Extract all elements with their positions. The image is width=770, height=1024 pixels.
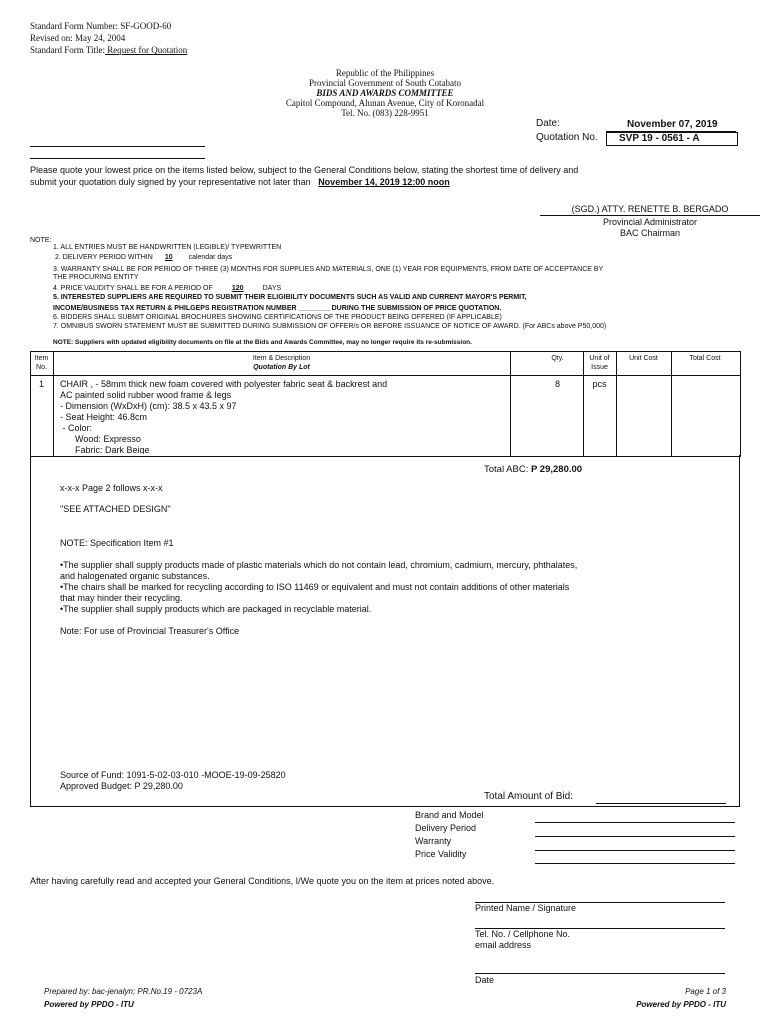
header-tel: Tel. No. (083) 228-9951 (341, 108, 429, 118)
total-bid-label: Total Amount of Bid: (484, 791, 573, 802)
th-unit-2: Issue (591, 364, 608, 371)
quotation-no-value: SVP 19 - 0561 - A (619, 133, 700, 144)
row-desc-line-5: - Color: (60, 423, 93, 433)
row-qty: 8 (554, 379, 560, 389)
total-abc-label: Total ABC: (484, 464, 529, 475)
deadline: November 14, 2019 12:00 noon (318, 177, 450, 187)
th-desc-1: Item & Description (252, 355, 311, 362)
quotation-no-label: Quotation No. (536, 132, 598, 143)
signatory-name: (SGD.) ATTY. RENETTE B. BERGADO (571, 204, 729, 214)
brand-label: Brand and Model (415, 810, 484, 820)
form-revised: Revised on: May 24, 2004 (30, 33, 126, 43)
details-bottom-border (30, 806, 740, 807)
row-unit: pcs (592, 379, 607, 389)
blank-line-2 (30, 158, 205, 159)
th-desc-2: Quotation By Lot (253, 364, 310, 371)
th-qty: Qty. (551, 355, 564, 362)
note-2 (55, 253, 232, 262)
row-item-no: 1 (38, 379, 44, 389)
delivery-label: Delivery Period (415, 823, 477, 833)
intro-line-2-prefix: submit your quotation duly signed by your representative not later than (30, 177, 311, 187)
note-6: 6. BIDDERS SHALL SUBMIT ORIGINAL BROCHURES SHOWING CERTIFICATIONS OF THE PRODUCT BEING OFFERED (IF APPLICABLE) (53, 314, 502, 321)
spec-bullet-2b: that may hinder their recycling. (60, 593, 183, 603)
form-number: Standard Form Number: SF-GOOD-60 (30, 21, 172, 31)
page-number: Page 1 of 3 (685, 987, 726, 996)
header-republic: Republic of the Philippines (335, 68, 435, 78)
approved-budget: Approved Budget: P 29,280.00 (60, 781, 183, 791)
notes-label: NOTE: (30, 237, 52, 244)
validity-field[interactable] (535, 863, 735, 864)
row-desc-line-1: CHAIR , - 58mm thick new foam covered with polyester fabric seat & backrest and (60, 379, 388, 389)
row-desc-line-2: AC painted solid rubber wood frame & legs (60, 390, 232, 400)
header-province: Provincial Government of South Cotabato (309, 78, 461, 88)
note-4-suffix: DAYS (262, 285, 282, 292)
row-desc-line-6: Wood: Expresso (60, 434, 141, 444)
details-right-border (739, 455, 740, 806)
note-2-prefix: 2. DELIVERY PERIOD WITHIN (55, 254, 153, 261)
th-item-no-1: Item (34, 355, 49, 362)
page-follows: x-x-x Page 2 follows x-x-x (60, 483, 163, 493)
spec-bullet-1a: •The supplier shall supply products made of plastic materials which do not contain lead, chromium, cadmium, mercury, phthalates, (60, 560, 578, 570)
printed-name-label: Printed Name / Signature (475, 903, 577, 913)
date-value: November 07, 2019 (627, 119, 718, 130)
col-divider-2 (510, 351, 511, 456)
table-header-divider (30, 375, 740, 376)
source-of-fund: Source of Fund: 1091-5-02-03-010 -MOOE-19-09-25820 (60, 770, 286, 780)
details-left-border (30, 455, 31, 806)
powered-by-right: Powered by PPDO - ITU (636, 1000, 726, 1009)
th-item-no-2: No. (36, 364, 47, 371)
tel-label: Tel. No. / Cellphone No. (475, 929, 571, 939)
note-4-prefix: 4. PRICE VALIDITY SHALL BE FOR A PERIOD OF (53, 285, 213, 292)
note-2-suffix: calendar days (188, 254, 233, 261)
note-7: 7. OMNIBUS SWORN STATEMENT MUST BE SUBMITTED DURING SUBMISSION OF OFFER/s OR BEFORE ISSUANCE OF NOTICE OF AWARD. (For ABCs above P50,000) (53, 323, 607, 330)
blank-line-1 (30, 146, 205, 147)
note-4 (53, 284, 281, 293)
form-title: Request for Quotation (105, 45, 188, 55)
row-desc-line-7: Fabric: Dark Beige (60, 445, 150, 454)
note-1: 1. ALL ENTRIES MUST BE HANDWRITTEN (LEGIBLE)/ TYPEWRITTEN (53, 244, 282, 251)
signatory-line (540, 215, 760, 216)
row-desc-line-3: - Dimension (WxDxH) (cm): 38.5 x 43.5 x 97 (60, 401, 237, 411)
total-abc (484, 464, 582, 475)
note-5a: 5. INTERESTED SUPPLIERS ARE REQUIRED TO SUBMIT THEIR ELIGIBILITY DOCUMENTS SUCH AS VALID AND CURRENT MAYOR'S PERMIT, (53, 294, 527, 301)
spec-note: NOTE: Specification Item #1 (60, 538, 174, 548)
signatory-title-1: Provincial Administrator (602, 217, 698, 227)
header-address: Capitol Compound, Alunan Avenue, City of Koronadal (285, 98, 485, 108)
th-unit-1: Unit of (589, 355, 610, 362)
see-attached-design: "SEE ATTACHED DESIGN" (60, 504, 171, 514)
date-sign-label: Date (475, 975, 495, 985)
eligibility-note: NOTE: Suppliers with updated eligibility documents on file at the Bids and Awards Committee, may no longer require its re-submission. (53, 339, 472, 346)
powered-by-left: Powered by PPDO - ITU (44, 1000, 134, 1009)
warranty-field[interactable] (535, 850, 735, 851)
form-title-row (30, 44, 187, 56)
row-desc-line-4: - Seat Height: 46.8cm (60, 412, 148, 422)
spec-bullet-2a: •The chairs shall be marked for recycling according to ISO 11469 or equivalent and must not contain additions of other materials (60, 582, 570, 592)
col-divider-4 (616, 351, 617, 456)
spec-bullet-3: •The supplier shall supply products which are packaged in recyclable material. (60, 604, 372, 614)
delivery-field[interactable] (535, 836, 735, 837)
prepared-by: Prepared by: bac-jenalyn; PR.No.19 - 0723A (44, 987, 203, 996)
col-divider-5 (671, 351, 672, 456)
note-3b: THE PROCURING ENTITY (53, 274, 139, 281)
th-total-cost: Total Cost (689, 355, 721, 362)
note-5b: INCOME/BUSINESS TAX RETURN & PHILGEPS REGISTRATION NUMBER ________ DURING THE SUBMISSION OF PRICE QUOTATION. (53, 305, 502, 312)
treasurer-note: Note: For use of Provincial Treasurer's Office (60, 626, 240, 636)
header-committee: BIDS AND AWARDS COMMITTEE (316, 88, 454, 98)
total-bid-field[interactable] (596, 803, 726, 804)
brand-field[interactable] (535, 822, 735, 823)
form-title-prefix: Standard Form Title: (30, 45, 106, 55)
total-abc-value: P 29,280.00 (531, 464, 583, 475)
date-label: Date: (536, 118, 560, 129)
note-4-value: 120 (231, 285, 244, 292)
intro-line-1: Please quote your lowest price on the items listed below, subject to the General Conditions below, stating the shortest time of delivery and (30, 165, 579, 175)
warranty-label: Warranty (415, 836, 452, 846)
date-line[interactable] (475, 973, 725, 974)
signatory-title-2: BAC Chairman (619, 228, 681, 238)
intro-line-2 (30, 177, 450, 188)
closing-statement: After having carefully read and accepted your General Conditions, I/We quote you on the item at prices noted above. (30, 876, 495, 886)
note-3a: 3. WARRANTY SHALL BE FOR PERIOD OF THREE (3) MONTHS FOR SUPPLIES AND MATERIALS, ONE (1) YEAR FOR EQUIPMENTS, FROM DATE OF ACCEPTANCE BY (53, 266, 604, 273)
th-unit-cost: Unit Cost (629, 355, 658, 362)
email-label: email address (475, 940, 532, 950)
note-2-value: 10 (164, 254, 173, 261)
validity-label: Price Validity (415, 849, 467, 859)
spec-bullet-1b: and halogenated organic substances. (60, 571, 210, 581)
